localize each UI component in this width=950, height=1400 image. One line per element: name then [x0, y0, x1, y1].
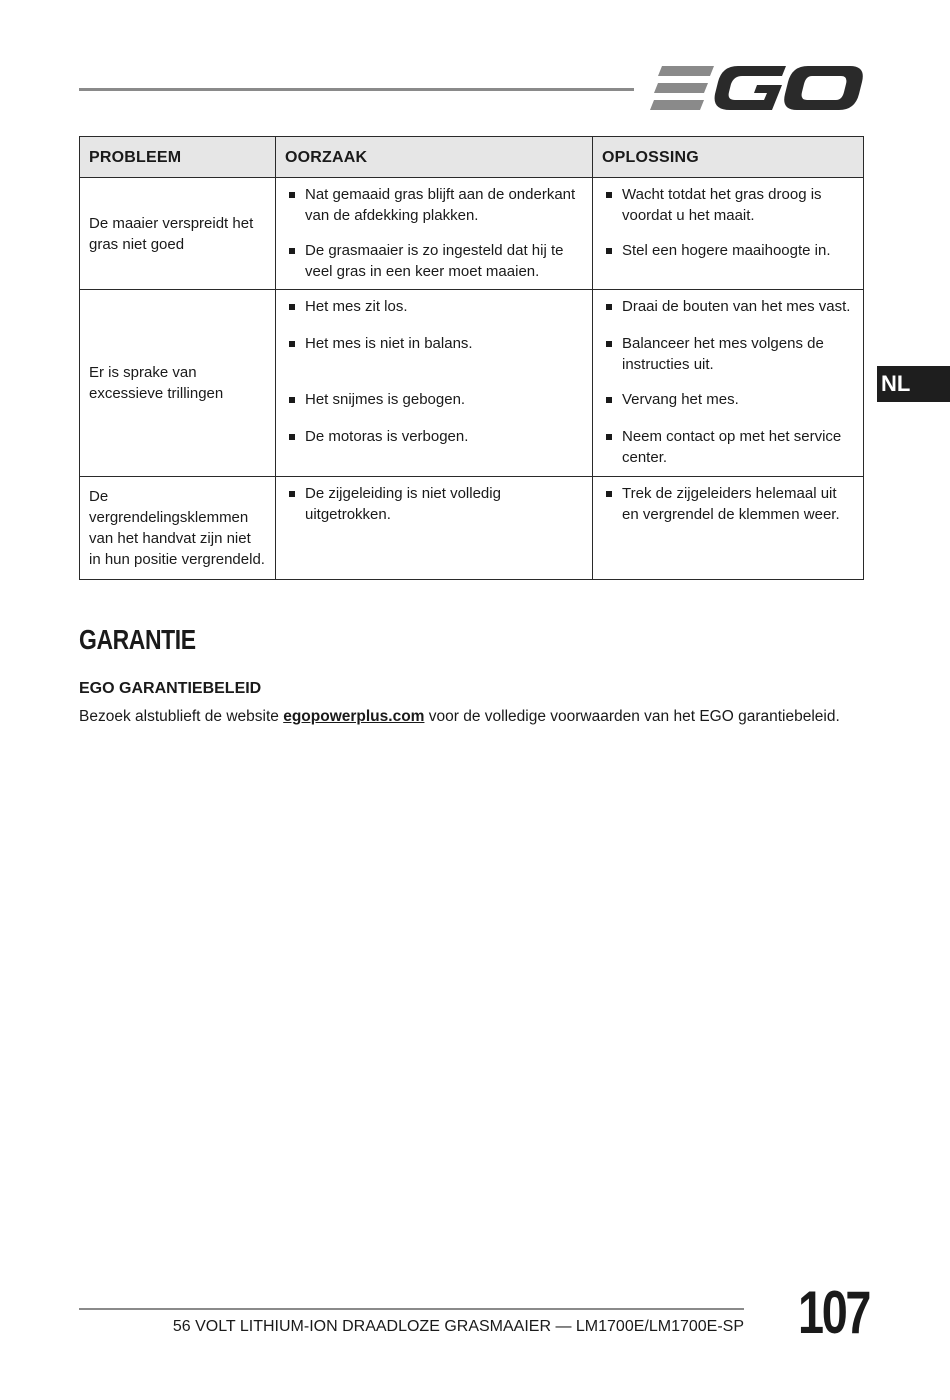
- website-link[interactable]: egopowerplus.com: [283, 708, 425, 725]
- cause-item: De zijgeleiding is niet volledig uitgetrokken.: [285, 483, 583, 525]
- cause-item: Het snijmes is gebogen.: [285, 389, 583, 410]
- language-tab: NL: [877, 366, 950, 402]
- table-row: [80, 290, 864, 477]
- header-problem: PROBLEEM: [80, 137, 276, 178]
- warranty-text-before: Bezoek alstublieft de website: [79, 708, 284, 725]
- warranty-subtitle: EGO GARANTIEBELEID: [79, 680, 262, 697]
- solution-item: Stel een hogere maaihoogte in.: [602, 240, 854, 261]
- table-header-row: [80, 137, 864, 178]
- solution-item: Neem contact op met het service center.: [602, 426, 854, 468]
- section-title-warranty: GARANTIE: [79, 624, 196, 655]
- cause-cell: [276, 178, 593, 290]
- warranty-paragraph: [79, 708, 840, 726]
- problem-cell: De maaier verspreidt het gras niet goed: [80, 178, 276, 290]
- cause-item: De motoras is verbogen.: [285, 426, 583, 447]
- cause-item: Het mes is niet in balans.: [285, 333, 583, 354]
- solution-cell: [593, 178, 864, 290]
- table-row: [80, 477, 864, 580]
- problem-cell: De vergrendelingsklemmen van het handvat zijn niet in hun positie vergrendeld.: [80, 477, 276, 580]
- cause-item: Het mes zit los.: [285, 296, 583, 317]
- solution-item: Vervang het mes.: [602, 389, 854, 410]
- troubleshooting-table: [79, 136, 864, 580]
- warranty-text-after: voor de volledige voorwaarden van het EGO garantiebeleid.: [424, 708, 840, 725]
- header-cause: OORZAAK: [276, 137, 593, 178]
- header-rule: [79, 88, 634, 91]
- ego-logo: [650, 62, 864, 114]
- footer-title: 56 VOLT LITHIUM-ION DRAADLOZE GRASMAAIER — LM1700E/LM1700E-SP: [172, 1318, 744, 1335]
- header-solution: OPLOSSING: [593, 137, 864, 178]
- solution-item: Wacht totdat het gras droog is voordat u het maait.: [602, 184, 854, 226]
- footer-rule: [79, 1308, 744, 1310]
- table-row: [80, 178, 864, 290]
- cause-cell: [276, 477, 593, 580]
- solution-cell: [593, 477, 864, 580]
- cause-item: De grasmaaier is zo ingesteld dat hij te veel gras in een keer moet maaien.: [285, 240, 583, 282]
- problem-cell: Er is sprake van excessieve trillingen: [80, 290, 276, 477]
- solution-cell: [593, 290, 864, 477]
- solution-item: Balanceer het mes volgens de instructies uit.: [602, 333, 854, 375]
- solution-item: Draai de bouten van het mes vast.: [602, 296, 854, 317]
- cause-item: Nat gemaaid gras blijft aan de onderkant van de afdekking plakken.: [285, 184, 583, 226]
- cause-cell: [276, 290, 593, 477]
- solution-item: Trek de zijgeleiders helemaal uit en vergrendel de klemmen weer.: [602, 483, 854, 525]
- page-number: 107: [798, 1279, 870, 1346]
